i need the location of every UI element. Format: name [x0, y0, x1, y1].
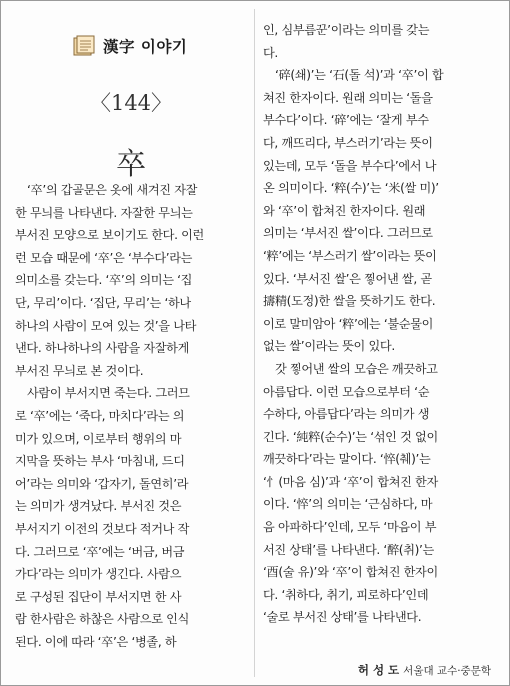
- text-line: 있다. ‘부서진 쌀’은 찧어낸 쌀, 곧: [263, 271, 432, 286]
- left-column: [15, 1, 247, 685]
- text-line: 사람이 부서지면 죽는다. 그러므: [27, 386, 190, 401]
- text-line: 된다. 이에 따라 ‘卒’은 ‘병졸, 하: [15, 634, 177, 649]
- right-body-text: [263, 19, 495, 629]
- author-name: 허 성 도: [357, 663, 400, 677]
- text-line: 와 ‘卒’이 합쳐진 한자이다. 원래: [263, 203, 426, 218]
- text-line: 긴다. ‘純粹(순수)’는 ‘섞인 것 없이: [263, 429, 438, 444]
- text-line: 한 무늬를 나타낸다. 자잘한 무늬는: [15, 205, 193, 220]
- series-title: 漢字 이야기: [103, 38, 188, 56]
- text-line: 깨끗하다’라는 말이다. ‘悴(췌)’는: [263, 452, 431, 467]
- text-line: 부서지기 이전의 것보다 적거나 작: [15, 521, 190, 536]
- text-line: 하나의 사람이 모여 있는 것’을 나타: [15, 318, 197, 333]
- text-line: ‘酉(술 유)’와 ‘卒’이 합쳐진 한자이: [263, 565, 438, 580]
- text-line: 인, 심부름꾼’이라는 의미를 갖는: [263, 23, 430, 37]
- text-line: 어’라는 의미와 ‘갑자기, 돌연히’라: [15, 476, 189, 491]
- text-line: 의미는 ‘부서진 쌀’이다. 그러므로: [263, 226, 433, 241]
- text-line: 다, 깨뜨리다, 부스러기’라는 뜻이: [263, 135, 433, 150]
- text-line: 음 아파하다’인데, 모두 ‘마음이 부: [263, 520, 437, 535]
- book-scroll-icon: [71, 33, 97, 59]
- text-line: 갓 찧어낸 쌀의 모습은 깨끗하고: [275, 361, 438, 376]
- text-line: 람 한사람은 하찮은 사람으로 인식: [15, 612, 190, 627]
- text-line: 다. ‘취하다, 취기, 피로하다’인데: [263, 587, 429, 602]
- text-line: 는 의미가 생겨났다. 부서진 것은: [15, 499, 182, 514]
- text-line: 서진 상태’를 나타낸다. ‘醉(취)’는: [263, 542, 434, 557]
- text-line: 부서진 무늬로 본 것이다.: [15, 363, 144, 378]
- text-line: 다.: [263, 45, 278, 60]
- right-column: [263, 1, 495, 685]
- text-line: ‘粹’에는 ‘부스러기 쌀’이라는 뜻이: [263, 248, 437, 263]
- text-line: 다. 그러므로 ‘卒’에는 ‘버금, 버금: [15, 544, 185, 559]
- issue-number: 〈144〉: [89, 91, 173, 115]
- text-line: ‘술로 부서진 상태’를 나타낸다.: [263, 610, 422, 625]
- text-line: ‘卒’의 갑골문은 옷에 새겨진 자잘: [27, 183, 198, 197]
- text-line: 이로 말미암아 ‘粹’에는 ‘불순물이: [263, 316, 434, 331]
- text-line: 낸다. 하나하나의 사람을 자잘하게: [15, 341, 190, 356]
- text-line: 쳐진 한자이다. 원래 의미는 ‘돌을: [263, 90, 433, 105]
- author-affiliation: 서울대 교수·중문학: [403, 665, 491, 677]
- text-line: 있는데, 모두 ‘돌을 부수다’에서 나: [263, 158, 437, 173]
- text-line: 수하다, 아름답다’라는 의미가 생: [263, 407, 430, 422]
- text-line: 이다. ‘悴’의 의미는 ‘근심하다, 마: [263, 497, 433, 512]
- text-line: 의미소를 갖는다. ‘卒’의 의미는 ‘집: [15, 273, 193, 288]
- author-byline: [358, 662, 491, 678]
- text-line: 로 ‘卒’에는 ‘죽다, 마치다’라는 의: [15, 408, 185, 423]
- text-line: 지막을 뜻하는 부사 ‘마침내, 드디: [15, 454, 185, 469]
- series-header: [71, 31, 187, 61]
- text-line: 부수다’이다. ‘碎’에는 ‘잘게 부수: [263, 113, 429, 128]
- text-line: ‘忄(마음 심)’과 ‘卒’이 합쳐진 한자: [263, 474, 438, 489]
- text-line: 온 의미이다. ‘粹(수)’는 ‘米(쌀 미)’: [263, 181, 439, 196]
- text-line: 擣精(도정)한 쌀을 뜻하기도 한다.: [263, 294, 436, 309]
- text-line: 아름답다. 이런 모습으로부터 ‘순: [263, 384, 430, 399]
- text-line: 미가 있으며, 이로부터 행위의 마: [15, 431, 182, 446]
- column-divider: [254, 9, 255, 677]
- text-line: 로 구성된 집단이 부서지면 한 사: [15, 589, 182, 604]
- text-line: 부서진 모양으로 보이기도 한다. 이런: [15, 228, 204, 243]
- featured-hanja: 卒: [116, 147, 146, 182]
- left-body-text: [15, 179, 247, 653]
- text-line: 런 모습 때문에 ‘卒’은 ‘부수다’라는: [15, 250, 193, 265]
- text-line: 가다’라는 의미가 생긴다. 사람으: [15, 567, 182, 582]
- text-line: ‘碎(쇄)’는 ‘石(돌 석)’과 ‘卒’이 합: [275, 68, 444, 83]
- text-line: 단, 무리’이다. ‘집단, 무리’는 ‘하나: [15, 295, 191, 310]
- text-line: 없는 쌀’이라는 뜻이 있다.: [263, 339, 395, 354]
